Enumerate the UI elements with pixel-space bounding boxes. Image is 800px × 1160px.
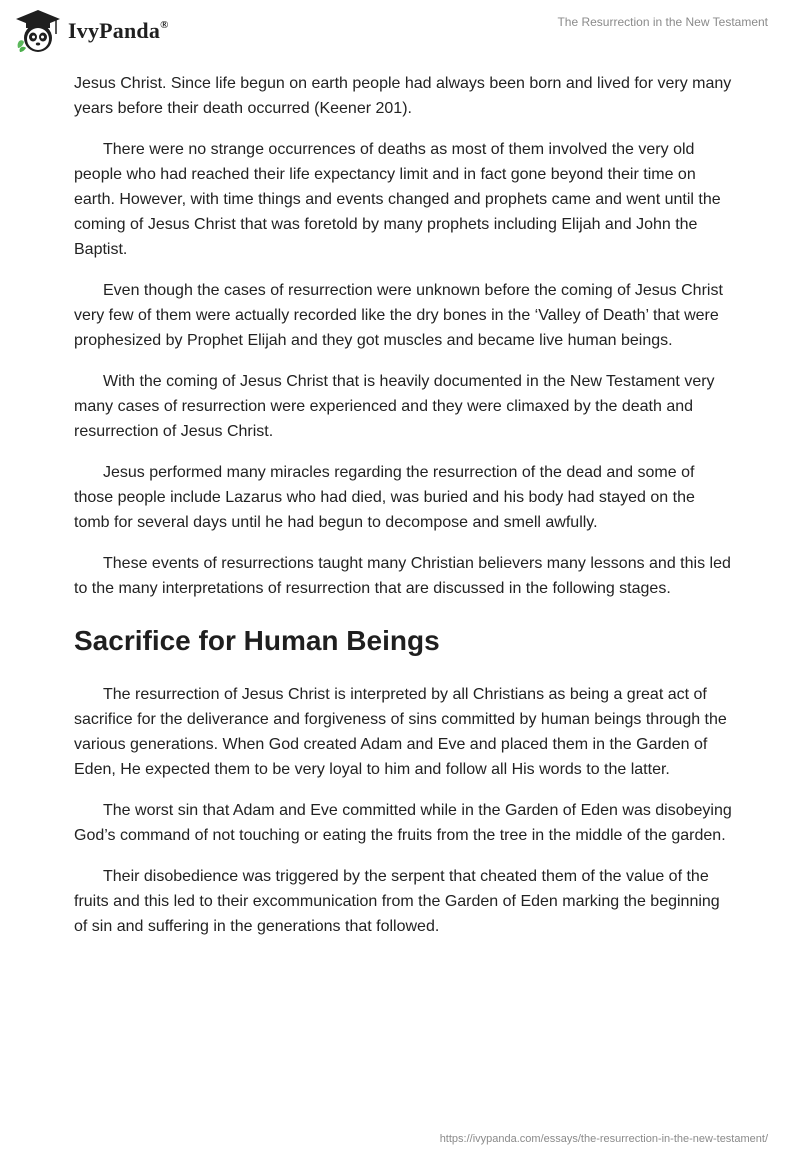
paragraph: The resurrection of Jesus Christ is interpreted by all Christians as being a great act of sacrifice for the deliverance and forgiveness of sins committed by human beings through the various generations. When God created Adam and Eve and placed them in the Garden of Eden, He expected them to be very loyal to him and follow all His words to the latter. [74,686,727,778]
ivypanda-logo[interactable] [14,8,169,54]
page-header [0,0,800,64]
paragraph: Jesus Christ. Since life begun on earth people had always been born and lived for very many years before their death occurred (Keener 201). [74,75,732,117]
brand-name: IvyPanda® [68,18,169,43]
paragraph: Jesus performed many miracles regarding the resurrection of the dead and some of those people include Lazarus who had died, was buried and his body had stayed on the tomb for several days until he had begun to decompose and smell awfully. [74,464,695,531]
paragraph: Even though the cases of resurrection were unknown before the coming of Jesus Christ very few of them were actually recorded like the dry bones in the ‘Valley of Death’ that were prophesized by Prophet Elijah and they got muscles and became live human beings. [74,282,723,349]
source-url[interactable]: https://ivypanda.com/essays/the-resurrection-in-the-new-testament/ [439,1133,768,1145]
paragraph: Their disobedience was triggered by the serpent that cheated them of the value of the fruits and this led to their excommunication from the Garden of Eden marking the beginning of sin and suffering in the generations that followed. [74,868,720,935]
paragraph: With the coming of Jesus Christ that is heavily documented in the New Testament very many cases of resurrection were experienced and they were climaxed by the death and resurrection of Jesus Christ. [74,373,715,440]
paragraph: These events of resurrections taught many Christian believers many lessons and this led to the many interpretations of resurrection that are discussed in the following stages. [74,555,731,597]
panda-graduate-logo-icon [14,8,62,54]
section-heading: Sacrifice for Human Beings [74,625,440,656]
paragraph: There were no strange occurrences of deaths as most of them involved the very old people who had reached their life expectancy limit and in fact gone beyond their time on earth. However, with time things and events changed and prophets came and went until the coming of Jesus Christ that was foretold by many prophets including Elijah and John the Baptist. [74,141,721,258]
document-title: The Resurrection in the New Testament [557,15,768,29]
paragraph: The worst sin that Adam and Eve committed while in the Garden of Eden was disobeying God’s command of not touching or eating the fruits from the tree in the middle of the garden. [74,802,732,844]
essay-content [74,71,734,955]
